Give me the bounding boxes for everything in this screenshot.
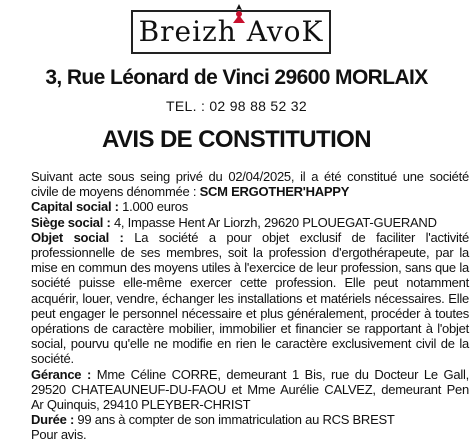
duree-value: 99 ans à compter de son immatriculation au RCS BREST [77, 412, 395, 428]
capital-value: 1.000 euros [122, 199, 189, 215]
company-name: SCM ERGOTHER'HAPPY [199, 184, 350, 200]
objet-label: Objet social : [31, 229, 135, 245]
breizh-avok-logo [131, 10, 331, 54]
closing-line: Pour avis. [31, 427, 87, 443]
intro-paragraph [4, 169, 469, 199]
duree-label: Durée : [31, 412, 78, 428]
notice-body [4, 169, 469, 443]
siege-value: 4, Impasse Hent Ar Liorzh, 29620 PLOUEGAT-GUERAND [113, 214, 437, 230]
gerance-paragraph [4, 367, 469, 413]
office-address: 3, Rue Léonard de Vinci 29600 MORLAIX [45, 66, 428, 89]
logo-text: Breizh AvoK [138, 15, 324, 48]
capital-label: Capital social : [31, 199, 123, 215]
intro-text: Suivant acte sous seing privé du 02/04/2025, il a été constitué une société civile de moyens dénommée : [31, 169, 469, 200]
objet-paragraph [4, 230, 469, 367]
gerance-label: Gérance : [31, 366, 97, 382]
capital-line [4, 199, 469, 214]
objet-value: La société a pour objet exclusif de faciliter l'activité professionnelle de ses membres, soit la profession d'ergothérapeute, par la mise en commun des moyens utiles à l'exercice de leur profession, sans que la société puisse elle-même exercer cette profession. Elle peut notamment acquérir, louer, vendre, échanger les installations et matériels nécessaires. Elle peut engager le personnel nécessaire et plus généralement, procéder à toutes opérations de caractère mobilier, immobilier et financier se rapportant à l'objet social, pourvu qu'elle ne modifie en rien le caractère exclusivement civil de la société. [31, 229, 469, 367]
notice-title: AVIS DE CONSTITUTION [102, 126, 371, 153]
siege-label: Siège social : [31, 214, 114, 230]
siege-line [4, 215, 469, 230]
office-phone: TEL. : 02 98 88 52 32 [166, 98, 307, 114]
gerance-value: Mme Céline CORRE, demeurant 1 Bis, rue du Docteur Le Gall, 29520 CHATEAUNEUF-DU-FAOU et Mme Aurélie CALVEZ, demeurant Pen Ar Quinquis, 29410 PLEYBER-CHRIST [31, 366, 469, 413]
